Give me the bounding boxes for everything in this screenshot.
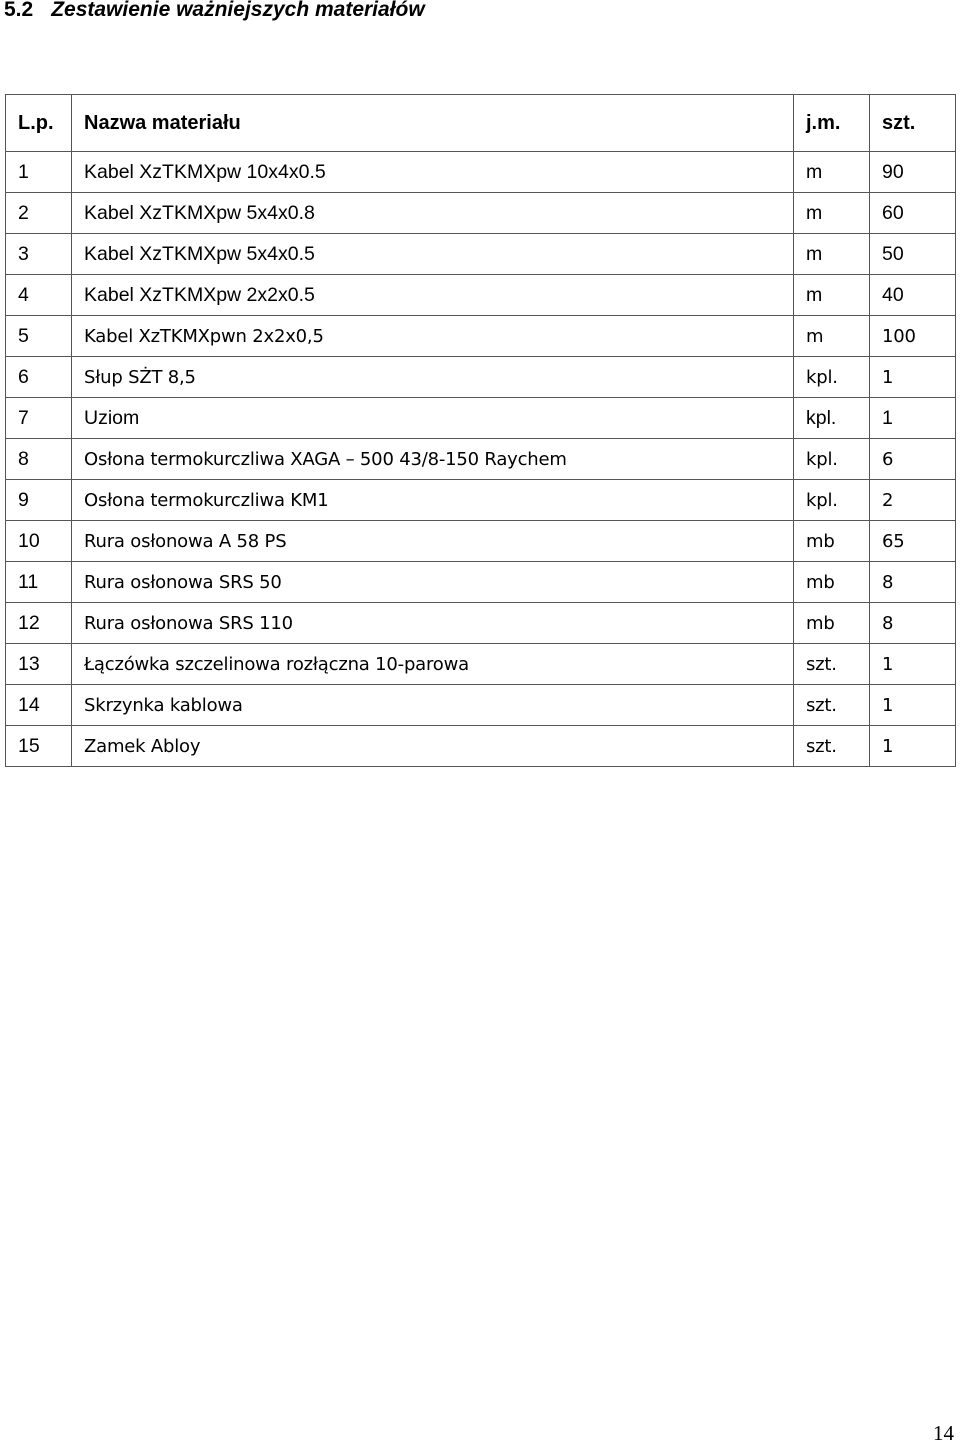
cell-unit: kpl. [794,398,870,439]
section-number: 5.2 [4,0,34,21]
cell-unit: kpl. [794,357,870,398]
cell-unit: m [794,193,870,234]
cell-unit: szt. [794,644,870,685]
table-row [6,357,956,398]
cell-qty: 60 [870,193,956,234]
cell-lp: 15 [6,726,72,767]
cell-lp: 3 [6,234,72,275]
cell-lp: 8 [6,439,72,480]
cell-unit: m [794,152,870,193]
cell-qty: 6 [870,439,956,480]
cell-lp: 12 [6,603,72,644]
header-qty: szt. [870,95,956,152]
cell-unit: szt. [794,685,870,726]
cell-qty: 1 [870,644,956,685]
cell-lp: 13 [6,644,72,685]
table-row [6,193,956,234]
cell-name: Kabel XzTKMXpw 5x4x0.8 [72,193,794,234]
cell-qty: 1 [870,685,956,726]
cell-lp: 10 [6,521,72,562]
table-body [6,152,956,767]
cell-lp: 5 [6,316,72,357]
cell-lp: 9 [6,480,72,521]
cell-name: Kabel XzTKMXpwn 2x2x0,5 [72,316,794,357]
section-title: Zestawienie ważniejszych materiałów [51,0,425,21]
table-row [6,521,956,562]
cell-name: Kabel XzTKMXpw 10x4x0.5 [72,152,794,193]
table-row [6,562,956,603]
cell-name: Rura osłonowa SRS 50 [72,562,794,603]
section-heading [4,0,425,22]
cell-lp: 1 [6,152,72,193]
cell-unit: kpl. [794,439,870,480]
table-header-row [6,95,956,152]
header-name: Nazwa materiału [72,95,794,152]
page-number: 14 [933,1421,954,1445]
table-row [6,685,956,726]
table-row [6,316,956,357]
materials-table [5,94,956,767]
cell-unit: m [794,316,870,357]
cell-lp: 7 [6,398,72,439]
table-row [6,726,956,767]
cell-name: Kabel XzTKMXpw 2x2x0.5 [72,275,794,316]
table-row [6,439,956,480]
cell-name: Kabel XzTKMXpw 5x4x0.5 [72,234,794,275]
cell-qty: 40 [870,275,956,316]
cell-qty: 100 [870,316,956,357]
cell-qty: 90 [870,152,956,193]
cell-lp: 4 [6,275,72,316]
table-row [6,234,956,275]
cell-lp: 14 [6,685,72,726]
cell-name: Łączówka szczelinowa rozłączna 10-parowa [72,644,794,685]
table-row [6,152,956,193]
cell-name: Osłona termokurczliwa XAGA – 500 43/8-150 Raychem [72,439,794,480]
cell-name: Zamek Abloy [72,726,794,767]
header-lp: L.p. [6,95,72,152]
cell-name: Osłona termokurczliwa KM1 [72,480,794,521]
table-row [6,480,956,521]
cell-name: Rura osłonowa SRS 110 [72,603,794,644]
cell-unit: mb [794,521,870,562]
table-row [6,644,956,685]
header-unit: j.m. [794,95,870,152]
cell-unit: szt. [794,726,870,767]
cell-unit: m [794,275,870,316]
cell-qty: 1 [870,726,956,767]
cell-name: Rura osłonowa A 58 PS [72,521,794,562]
cell-unit: m [794,234,870,275]
table-row [6,603,956,644]
cell-unit: kpl. [794,480,870,521]
cell-qty: 50 [870,234,956,275]
cell-name: Słup SŻT 8,5 [72,357,794,398]
cell-qty: 2 [870,480,956,521]
cell-unit: mb [794,562,870,603]
cell-lp: 11 [6,562,72,603]
cell-qty: 1 [870,357,956,398]
cell-lp: 2 [6,193,72,234]
cell-lp: 6 [6,357,72,398]
cell-qty: 8 [870,603,956,644]
cell-qty: 1 [870,398,956,439]
cell-name: Uziom [72,398,794,439]
table-row [6,398,956,439]
cell-qty: 8 [870,562,956,603]
cell-name: Skrzynka kablowa [72,685,794,726]
cell-unit: mb [794,603,870,644]
table-row [6,275,956,316]
cell-qty: 65 [870,521,956,562]
